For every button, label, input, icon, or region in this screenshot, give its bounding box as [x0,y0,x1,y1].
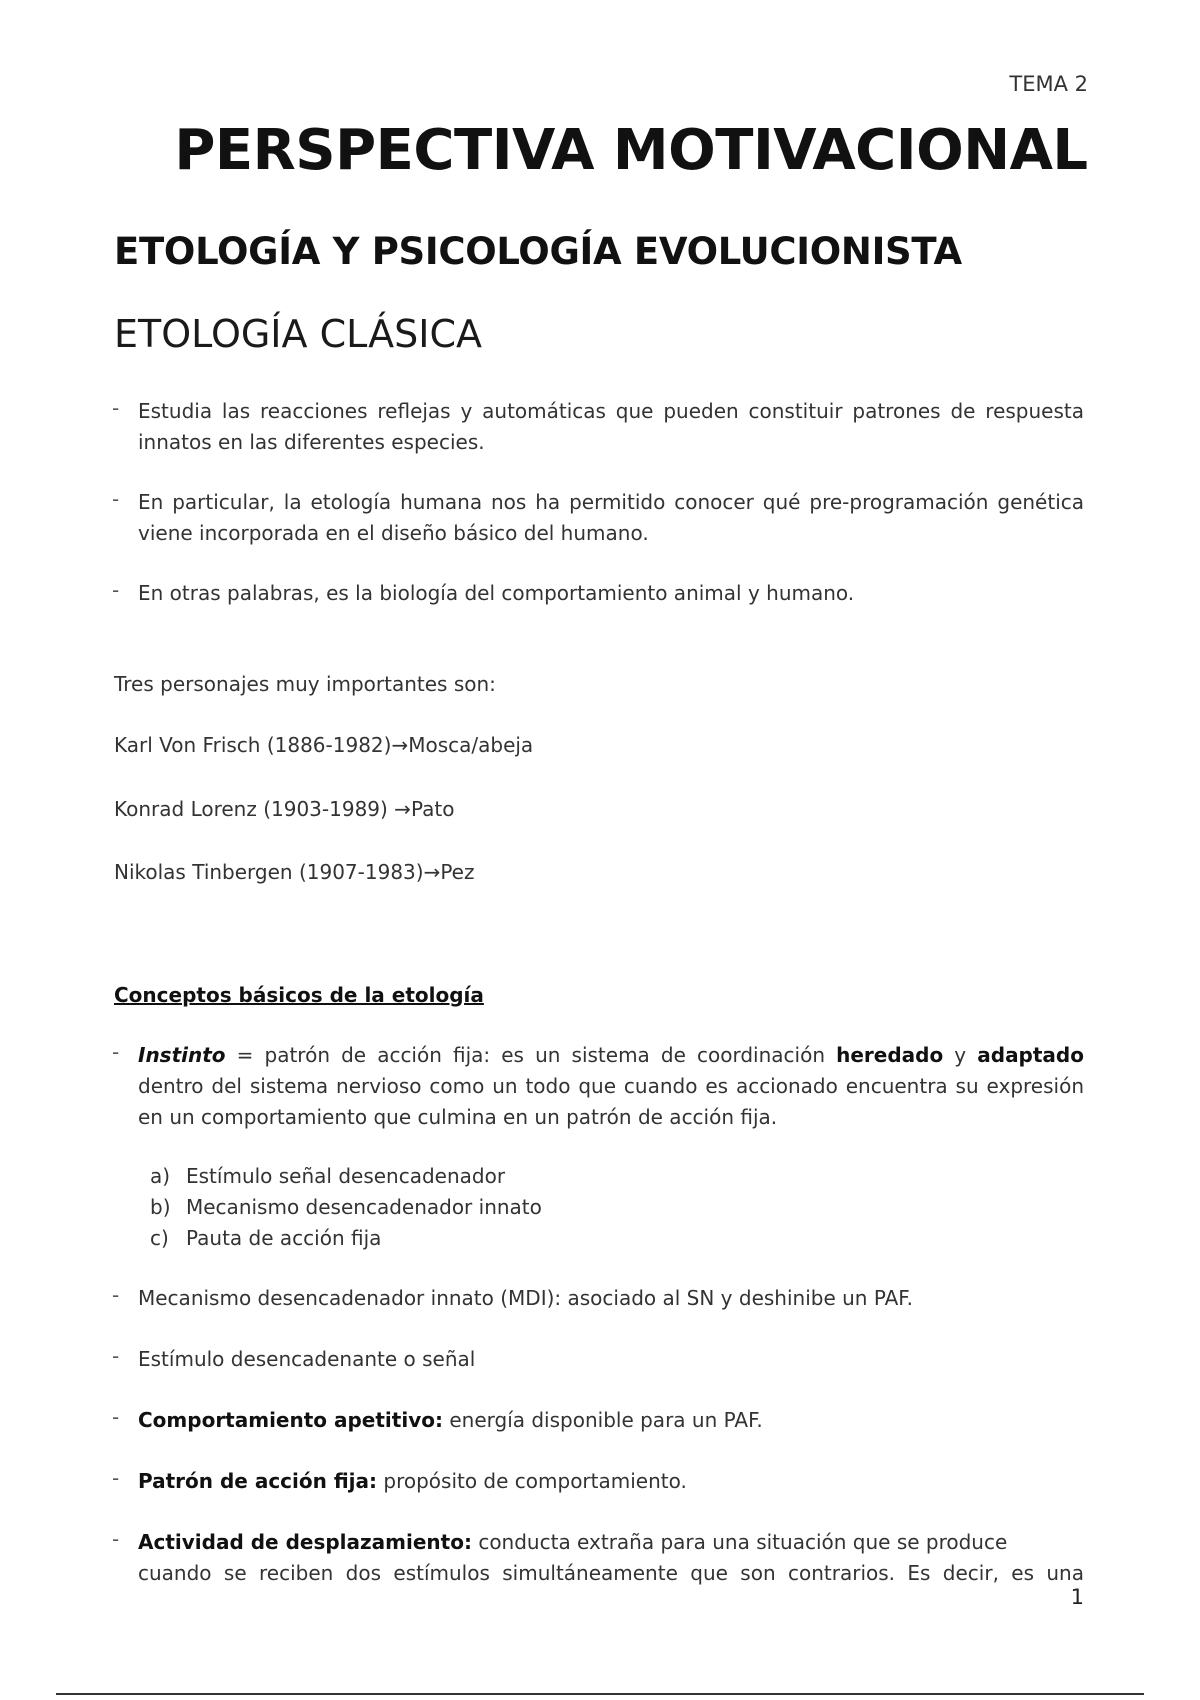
sublist-label: b) [150,1195,171,1219]
concept-text: Mecanismo desencadenador innato (MDI): asociado al SN y deshinibe un PAF. [138,1286,913,1310]
concepts-heading: Conceptos básicos de la etología [114,983,484,1007]
page-title: PERSPECTIVA MOTIVACIONAL [174,118,1088,183]
concept-text: energía disponible para un PAF. [442,1408,763,1432]
sublist-text: Mecanismo desencadenador innato [186,1195,542,1219]
intro-text: Tres personajes muy importantes son: [114,672,496,696]
concept-text: propósito de comportamiento. [377,1469,687,1493]
page-number: 1 [1070,1585,1084,1609]
sublist-label: a) [150,1164,171,1188]
concept-item [138,1344,1084,1375]
bullet-text: En otras palabras, es la biología del comportamiento animal y humano. [138,581,855,605]
concept-text: conducta extraña para una situación que se produce [471,1530,1008,1554]
bold-term: adaptado [977,1043,1084,1067]
bullet-dash: - [112,1466,120,1490]
definition-text: = patrón de acción fija: es un sistema de coordinación [225,1043,837,1067]
definition-text: y [943,1043,978,1067]
bullet-dash: - [112,1527,120,1551]
sublist-label: c) [150,1226,169,1250]
person-line: Nikolas Tinbergen (1907-1983)→Pez [114,860,475,884]
subsection-heading: ETOLOGÍA CLÁSICA [114,312,483,356]
topic-label: TEMA 2 [1009,72,1088,96]
bullet-dash: - [112,1283,120,1307]
concept-item [138,1527,1084,1558]
bullet-dash: - [112,396,120,420]
instinto-term: Instinto [138,1043,226,1067]
sublist-item [150,1161,505,1192]
person-line: Konrad Lorenz (1903-1989) →Pato [114,797,455,821]
bullet-text: Estudia las reacciones reflejas y automáticas que pueden constituir patrones de respuesta innatos en las diferentes especies. [138,399,1084,454]
person-line: Karl Von Frisch (1886-1982)→Mosca/abeja [114,733,534,757]
instinto-definition [138,1040,1084,1133]
page-divider [56,1693,1144,1695]
bullet-dash: - [112,1040,120,1064]
section-heading: ETOLOGÍA Y PSICOLOGÍA EVOLUCIONISTA [114,230,962,273]
concept-item [138,1405,1084,1436]
sublist-text: Pauta de acción fija [186,1226,382,1250]
definition-text: dentro del sistema nervioso como un todo que cuando es accionado encuentra su expresión en un comportamiento que culmina en un patrón de acción fija. [138,1074,1084,1129]
bold-term: heredado [836,1043,944,1067]
sublist-text: Estímulo señal desencadenador [186,1164,506,1188]
bullet-dash: - [112,578,120,602]
concept-term: Actividad de desplazamiento: [138,1530,472,1554]
bullet-dash: - [112,1405,120,1429]
concept-term: Patrón de acción fija: [138,1469,378,1493]
concept-term: Comportamiento apetitivo: [138,1408,443,1432]
sublist-item [150,1192,542,1223]
concept-item [138,1283,1084,1314]
sublist-item [150,1223,381,1254]
concept-item [138,1466,1084,1497]
bullet-text: En particular, la etología humana nos ha permitido conocer qué pre-programación genética viene incorporada en el diseño básico del humano. [138,490,1084,545]
bullet-dash: - [112,1344,120,1368]
concept-text: Estímulo desencadenante o señal [138,1347,476,1371]
bullet-dash: - [112,487,120,511]
concept-continuation: cuando se reciben dos estímulos simultáneamente que son contrarios. Es decir, es una [138,1561,1084,1585]
